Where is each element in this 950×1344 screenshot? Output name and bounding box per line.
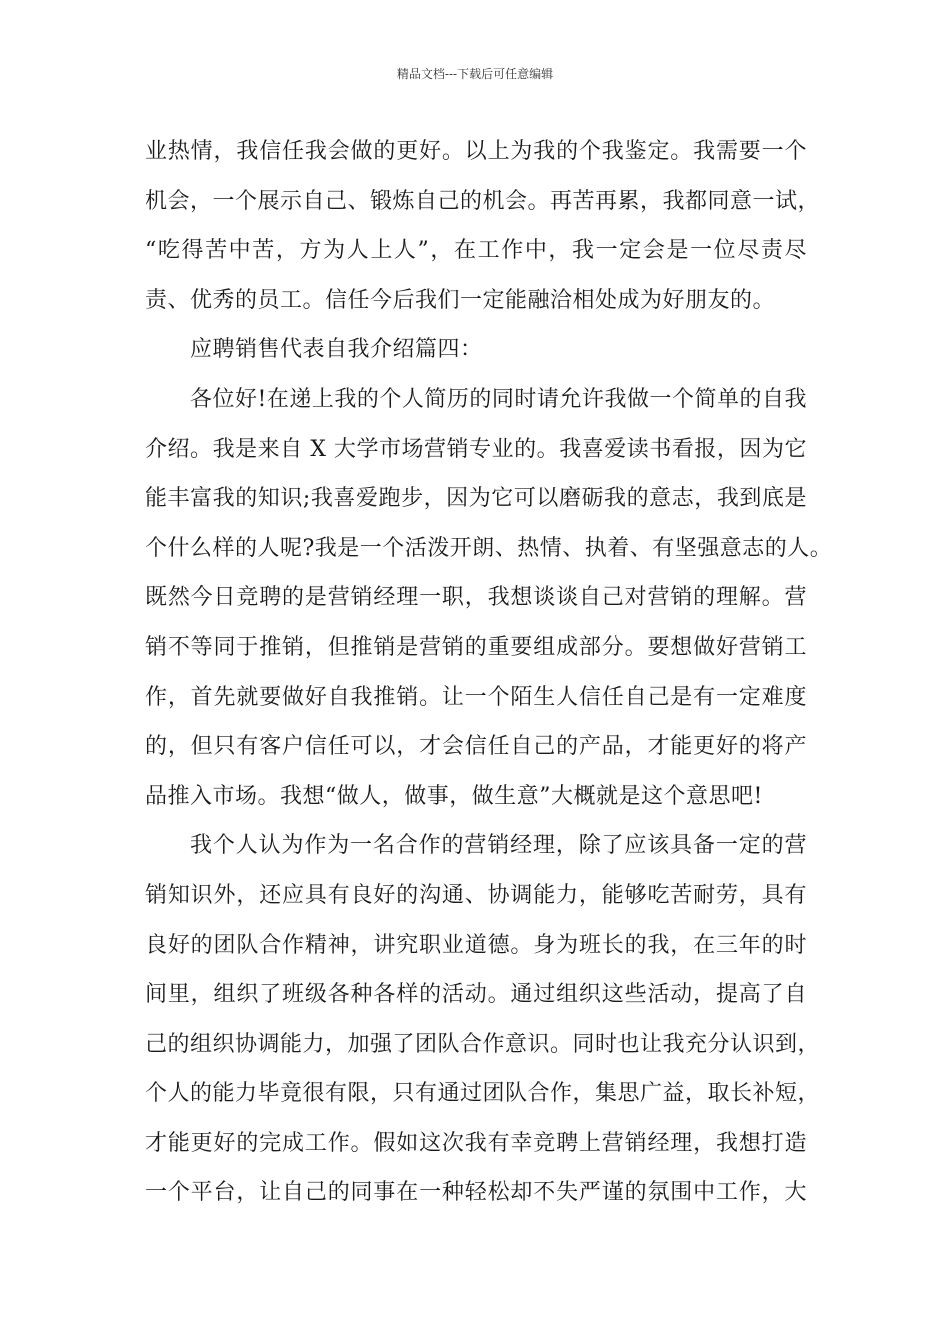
text-line: 个人的能力毕竟很有限，只有通过团队合作，集思广益，取长补短， [145, 1081, 821, 1107]
text-line: 能丰富我的知识;我喜爱跑步，因为它可以磨砺我的意志，我到底是 [145, 486, 807, 512]
paragraph-1 [145, 127, 821, 325]
text-line: 销不等同于推销，但推销是营销的重要组成部分。要想做好营销工 [145, 634, 807, 660]
text-line: “吃得苦中苦，方为人上人”，在工作中，我一定会是一位尽责尽 [145, 238, 807, 264]
text-line: 作，首先就要做好自我推销。让一个陌生人信任自己是有一定难度 [145, 684, 807, 710]
paragraph-3 [145, 375, 833, 821]
text-line: 介绍。我是来自 X 大学市场营销专业的。我喜爱读书看报，因为它 [145, 436, 807, 462]
text-line: 间里，组织了班级各种各样的活动。通过组织这些活动，提高了自 [145, 982, 807, 1008]
text-line: 各位好!在递上我的个人简历的同时请允许我做一个简单的自我 [190, 386, 807, 412]
text-line: 销知识外，还应具有良好的沟通、协调能力，能够吃苦耐劳，具有 [145, 882, 807, 908]
text-line: 责、优秀的员工。信任今后我们一定能融洽相处成为好朋友的。 [145, 287, 776, 313]
text-line: 才能更好的完成工作。假如这次我有幸竞聘上营销经理，我想打造 [145, 1130, 807, 1156]
text-line: 业热情，我信任我会做的更好。以上为我的个我鉴定。我需要一个 [145, 139, 807, 164]
paragraph-4 [145, 821, 821, 1218]
text-line: 既然今日竞聘的是营销经理一职，我想谈谈自己对营销的理解。营 [145, 585, 807, 611]
page-header: 精品文档---下载后可任意编辑 [396, 67, 554, 81]
document-body [145, 127, 833, 1218]
text-line: 的，但只有客户信任可以，才会信任自己的产品，才能更好的将产 [145, 734, 807, 760]
text-line: 应聘销售代表自我介绍篇四： [190, 337, 483, 363]
text-line: 我个人认为作为一名合作的营销经理，除了应该具备一定的营 [190, 833, 807, 859]
text-line: 品推入市场。我想“做人，做事，做生意”大概就是这个意思吧! [145, 783, 763, 809]
text-line: 己的组织协调能力，加强了团队合作意识。同时也让我充分认识到， [145, 1031, 821, 1057]
text-line: 个什么样的人呢?我是一个活泼开朗、热情、执着、有坚强意志的人。 [145, 535, 833, 561]
section-heading [145, 325, 807, 375]
text-line: 机会，一个展示自己、锻炼自己的机会。再苦再累，我都同意一试， [145, 188, 821, 214]
text-line: 良好的团队合作精神，讲究职业道德。身为班长的我，在三年的时 [145, 932, 807, 958]
text-line: 一个平台，让自己的同事在一种轻松却不失严谨的氛围中工作，大 [145, 1180, 807, 1206]
